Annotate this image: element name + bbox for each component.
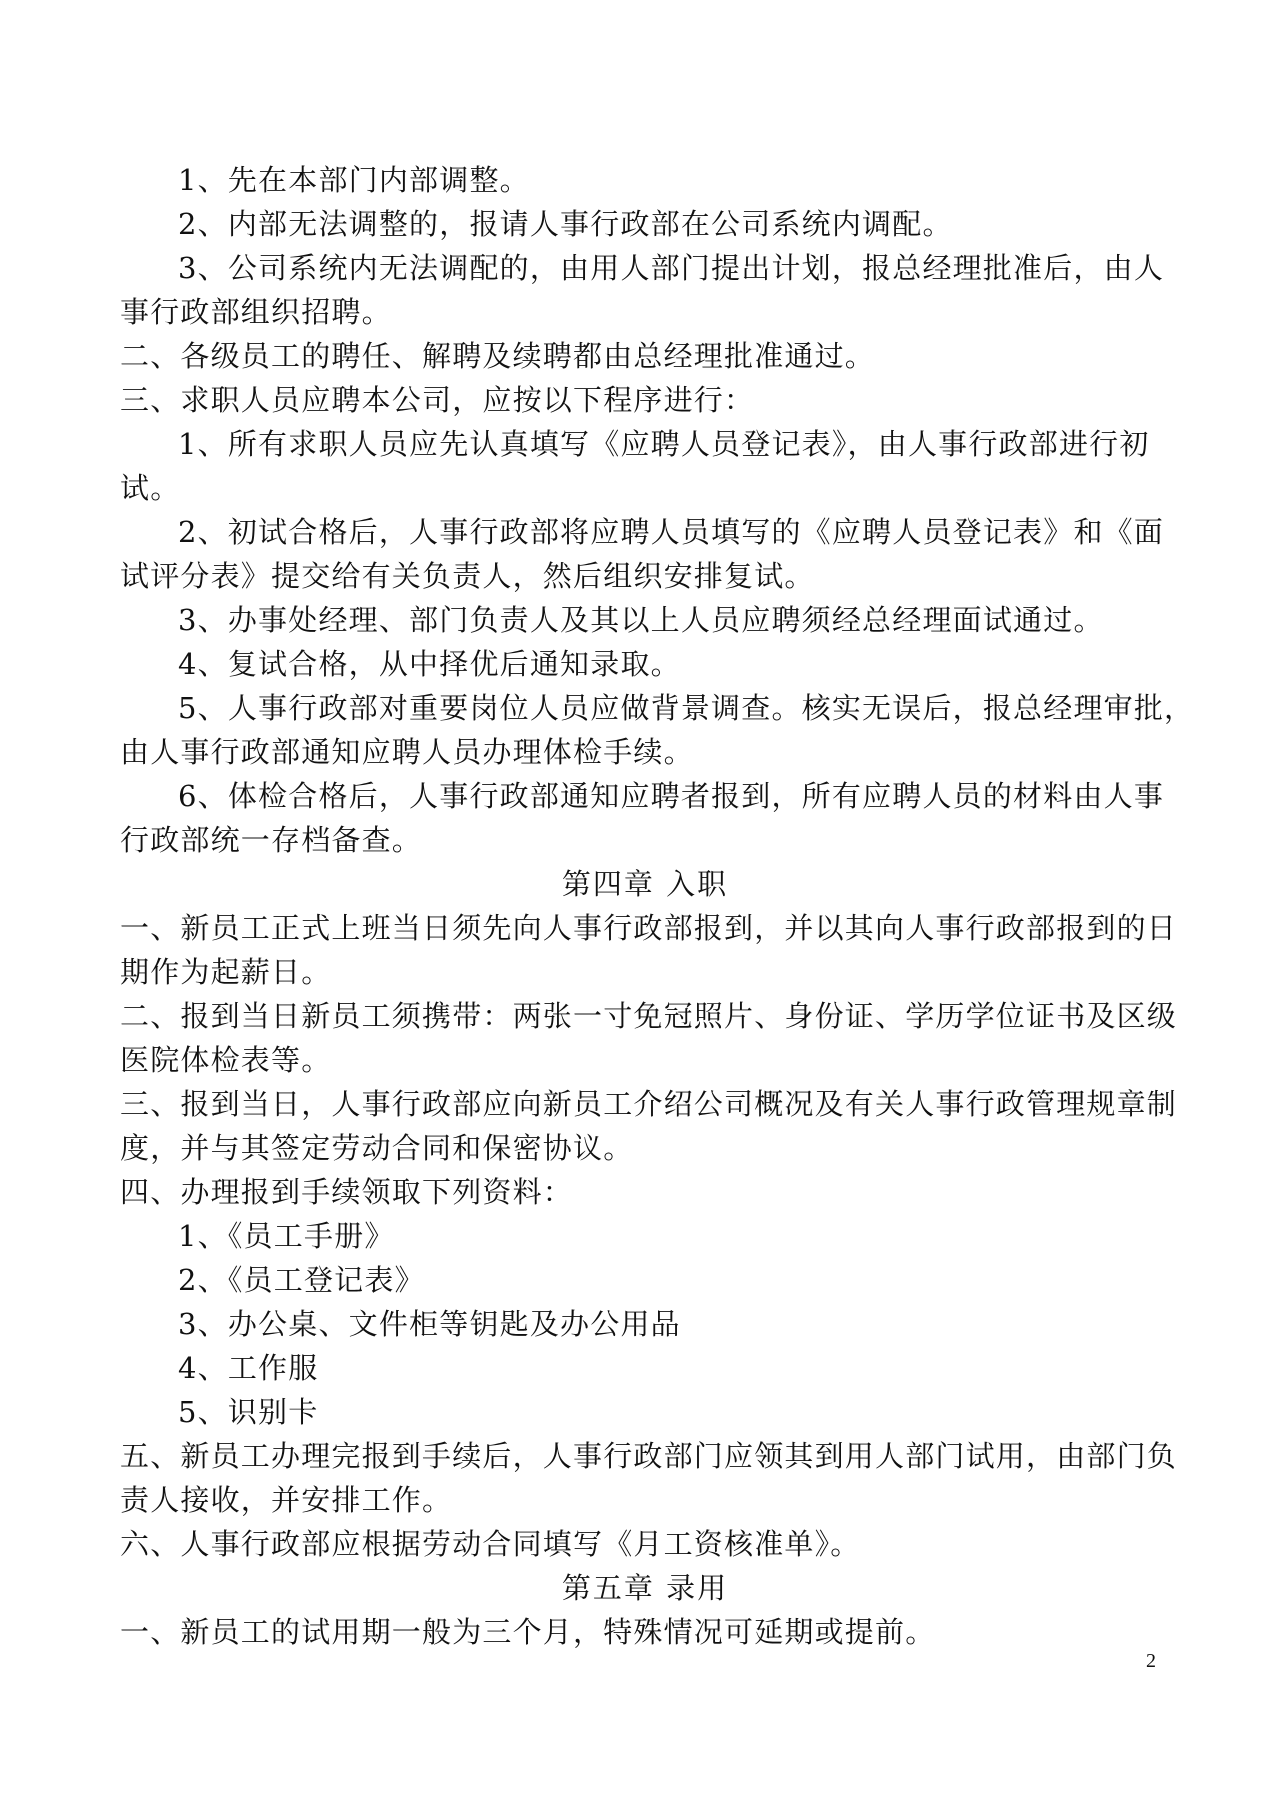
page-number: 2 (1146, 1650, 1156, 1672)
text-line-29: 5、识别卡 (178, 1395, 319, 1429)
text-line-24: 四、办理报到手续领取下列资料： (120, 1175, 574, 1209)
text-line-25: 1、《员工手册》 (178, 1219, 395, 1253)
text-line-30: 五、新员工办理完报到手续后，人事行政部门应领其到用人部门试用，由部门负 (120, 1439, 1178, 1473)
text-line-5: 二、各级员工的聘任、解聘及续聘都由总经理批准通过。 (120, 339, 876, 373)
text-line-16: 行政部统一存档备查。 (120, 823, 423, 857)
text-line-18: 一、新员工正式上班当日须先向人事行政部报到，并以其向人事行政部报到的日 (120, 911, 1178, 945)
text-line-11: 3、办事处经理、部门负责人及其以上人员应聘须经总经理面试通过。 (178, 603, 1104, 637)
text-line-27: 3、办公桌、文件柜等钥匙及办公用品 (178, 1307, 681, 1341)
text-line-1: 1、先在本部门内部调整。 (178, 163, 530, 197)
text-line-3: 3、公司系统内无法调配的，由用人部门提出计划，报总经理批准后，由人 (178, 251, 1165, 285)
text-line-7: 1、所有求职人员应先认真填写《应聘人员登记表》，由人事行政部进行初 (178, 427, 1150, 461)
text-line-31: 责人接收，并安排工作。 (120, 1483, 453, 1517)
text-line-10: 试评分表》提交给有关负责人，然后组织安排复试。 (120, 559, 815, 593)
text-line-8: 试。 (120, 471, 181, 505)
chapter-heading-5: 第五章 录用 (561, 1571, 729, 1605)
chapter-heading-4: 第四章 入职 (561, 867, 729, 901)
text-line-4: 事行政部组织招聘。 (120, 295, 392, 329)
text-line-19: 期作为起薪日。 (120, 955, 332, 989)
text-line-26: 2、《员工登记表》 (178, 1263, 425, 1297)
text-line-21: 医院体检表等。 (120, 1043, 332, 1077)
text-line-28: 4、工作服 (178, 1351, 319, 1385)
text-line-14: 由人事行政部通知应聘人员办理体检手续。 (120, 735, 694, 769)
text-line-34: 一、新员工的试用期一般为三个月，特殊情况可延期或提前。 (120, 1615, 936, 1649)
text-line-22: 三、报到当日，人事行政部应向新员工介绍公司概况及有关人事行政管理规章制 (120, 1087, 1178, 1121)
text-line-32: 六、人事行政部应根据劳动合同填写《月工资核准单》。 (120, 1527, 861, 1561)
text-line-15: 6、体检合格后，人事行政部通知应聘者报到，所有应聘人员的材料由人事 (178, 779, 1165, 813)
text-line-23: 度，并与其签定劳动合同和保密协议。 (120, 1131, 634, 1165)
text-line-13: 5、人事行政部对重要岗位人员应做背景调查。核实无误后，报总经理审批， (178, 691, 1195, 725)
text-line-6: 三、求职人员应聘本公司，应按以下程序进行： (120, 383, 755, 417)
document-body (120, 158, 1195, 1654)
text-line-20: 二、报到当日新员工须携带：两张一寸免冠照片、身份证、学历学位证书及区级 (120, 999, 1178, 1033)
text-line-12: 4、复试合格，从中择优后通知录取。 (178, 647, 681, 681)
text-line-2: 2、内部无法调整的，报请人事行政部在公司系统内调配。 (178, 207, 953, 241)
text-line-9: 2、初试合格后，人事行政部将应聘人员填写的《应聘人员登记表》和《面 (178, 515, 1165, 549)
